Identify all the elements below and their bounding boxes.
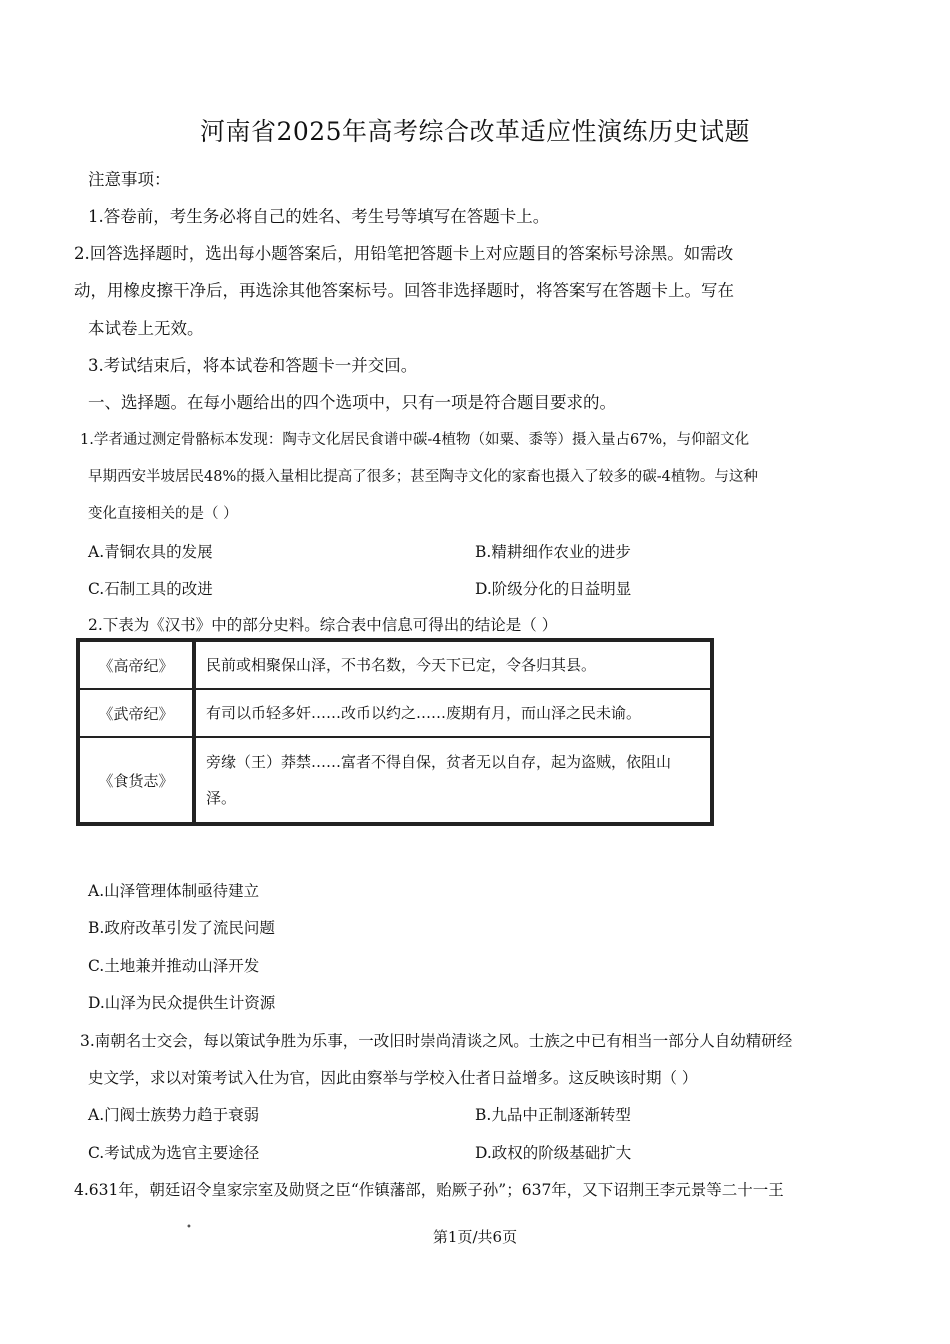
q2-option-b[interactable]: B.政府改革引发了流民问题 [88, 919, 275, 937]
source-table [76, 638, 714, 826]
q1-option-d[interactable]: D.阶级分化的日益明显 [475, 580, 632, 598]
q1-option-b[interactable]: B.精耕细作农业的进步 [475, 543, 631, 561]
table-cell-source: 《高帝纪》 [79, 641, 195, 689]
notice-item-2: 2.回答选择题时，选出每小题答案后，用铅笔把答题卡上对应题目的答案标号涂黑。如需改 [74, 244, 734, 263]
q1-option-a[interactable]: A.青铜农具的发展 [88, 543, 213, 561]
section-heading: 一、选择题。在每小题给出的四个选项中，只有一项是符合题目要求的。 [88, 393, 616, 412]
notice-item-2-cont: 动，用橡皮擦干净后，再选涂其他答案标号。回答非选择题时，将答案写在答题卡上。写在 [74, 281, 734, 300]
q2-option-d[interactable]: D.山泽为民众提供生计资源 [88, 994, 276, 1012]
q4-stem-line-1: 4.631年，朝廷诏令皇家宗室及勋贤之臣“作镇藩部，贻厥子孙”；637年，又下诏荆王李元景等二十一王 [74, 1181, 784, 1199]
q3-option-c[interactable]: C.考试成为选官主要途径 [88, 1144, 260, 1162]
q2-option-a[interactable]: A.山泽管理体制亟待建立 [88, 882, 260, 900]
notice-item-3: 3.考试结束后，将本试卷和答题卡一并交回。 [88, 356, 418, 375]
q3-option-b[interactable]: B.九品中正制逐渐转型 [475, 1106, 631, 1124]
q3-option-a[interactable]: A.门阀士族势力趋于衰弱 [88, 1106, 260, 1124]
q2-stem: 2.下表为《汉书》中的部分史料。综合表中信息可得出的结论是（ ） [88, 616, 558, 634]
table-cell-source: 《食货志》 [79, 737, 195, 823]
table-cell-excerpt: 有司以币轻多奸……改币以约之……废期有月，而山泽之民未谕。 [195, 689, 711, 737]
table-row [79, 689, 711, 737]
table-row [79, 737, 711, 823]
notice-item-2-end: 本试卷上无效。 [88, 319, 204, 338]
q1-stem-line-2: 早期西安半坡居民48%的摄入量相比提高了很多；甚至陶寺文化的家畜也摄入了较多的碳-4植物。与这种 [88, 469, 758, 485]
q2-option-c[interactable]: C.土地兼并推动山泽开发 [88, 957, 260, 975]
table-row [79, 641, 711, 689]
table-cell-excerpt: 旁缘（王）莽禁……富者不得自保，贫者无以自存，起为盗贼，依阻山泽。 [195, 737, 711, 823]
stray-mark: • [186, 1222, 192, 1233]
q1-stem-line-1: 1.学者通过测定骨骼标本发现：陶寺文化居民食谱中碳-4植物（如粟、黍等）摄入量占67%，与仰韶文化 [80, 432, 750, 448]
table-cell-excerpt: 民前或相聚保山泽，不书名数，今天下已定，令各归其县。 [195, 641, 711, 689]
q3-stem-line-1: 3.南朝名士交会，每以策试争胜为乐事，一改旧时崇尚清谈之风。士族之中已有相当一部分人自幼精研经 [80, 1032, 793, 1050]
q3-option-d[interactable]: D.政权的阶级基础扩大 [475, 1144, 632, 1162]
q3-stem-line-2: 史文学，求以对策考试入仕为官，因此由察举与学校入仕者日益增多。这反映该时期（ ） [88, 1069, 698, 1087]
table-cell-source: 《武帝纪》 [79, 689, 195, 737]
q1-option-c[interactable]: C.石制工具的改进 [88, 580, 213, 598]
page-title: 河南省2025年高考综合改革适应性演练历史试题 [199, 117, 751, 146]
notice-heading: 注意事项： [88, 170, 171, 189]
page-number: 第1页/共6页 [432, 1228, 518, 1246]
q1-stem-line-3: 变化直接相关的是（ ） [88, 506, 238, 522]
notice-item-1: 1.答卷前，考生务必将自己的姓名、考生号等填写在答题卡上。 [88, 207, 550, 226]
